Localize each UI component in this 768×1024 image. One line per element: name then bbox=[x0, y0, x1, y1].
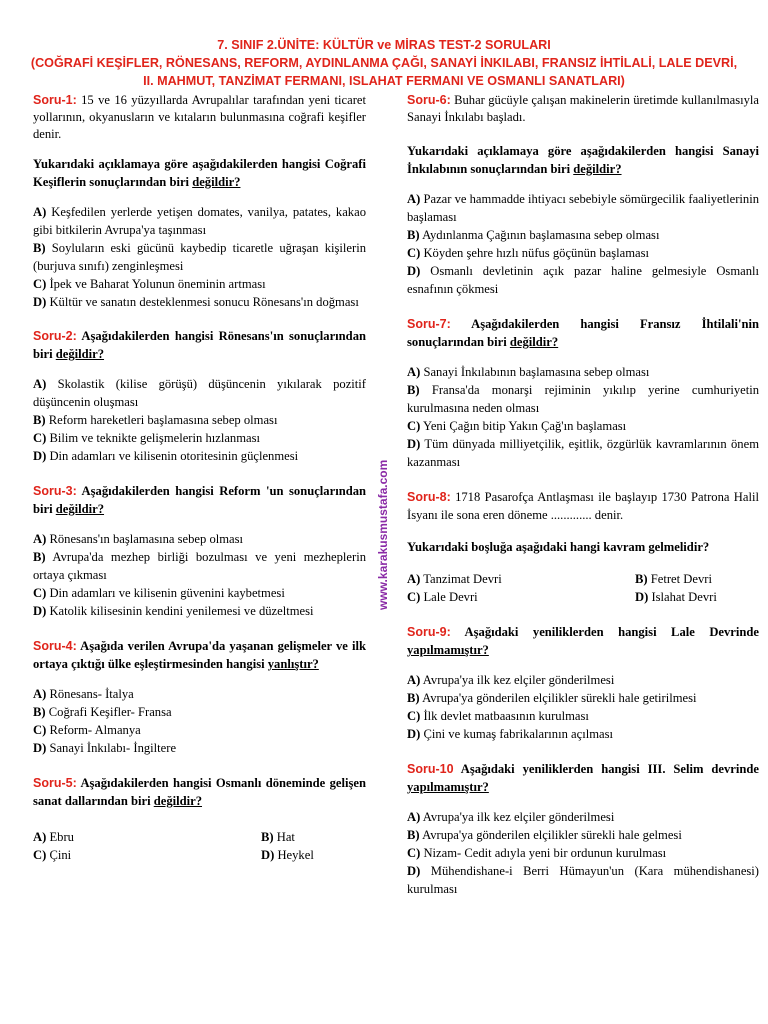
option-c[interactable]: C) Yeni Çağın bitip Yakın Çağ'ın başlaması bbox=[407, 419, 627, 433]
question-label: Soru-6: bbox=[407, 93, 451, 107]
question-stem: Aşağıdakilerden hangisi Reform 'un sonuçlarından biri bbox=[33, 484, 366, 516]
option-c[interactable]: C) Din adamları ve kilisenin güvenini kaybetmesi bbox=[33, 586, 285, 600]
question-stem-emphasis: yanlıştır? bbox=[267, 657, 319, 671]
option-a[interactable]: A) Pazar ve hammadde ihtiyacı sebebiyle sömürgecilik faaliyetlerinin başlaması bbox=[407, 192, 760, 224]
question-label: Soru-8: bbox=[407, 490, 451, 504]
option-d[interactable]: D) Islahat Devri bbox=[635, 590, 717, 604]
question-stem: 1718 Pasarofça Antlaşması ile başlayıp 1730 Patrona Halil İsyanı ile sona eren döneme ............. denir. bbox=[407, 490, 759, 522]
option-b[interactable]: B) Reform hareketleri başlamasına sebep olması bbox=[33, 413, 278, 427]
question-stem: Aşağıdakilerden hangisi Fransız İhtilali'nin sonuçlarından biri bbox=[407, 317, 759, 349]
question-prompt: Yukarıdaki boşluğa aşağıdaki hangi kavram gelmelidir? bbox=[407, 540, 710, 554]
option-d[interactable]: D) Tüm dünyada milliyetçilik, eşitlik, özgürlük kavramlarının önem kazanması bbox=[407, 437, 759, 469]
question-stem: Aşağıdakilerden hangisi Rönesans'ın sonuçlarından biri bbox=[33, 329, 366, 361]
option-c[interactable]: C) Nizam- Cedit adıyla yeni bir ordunun kurulması bbox=[407, 846, 667, 860]
option-a[interactable]: A) Keşfedilen yerlerde yetişen domates, vanilya, patates, kakao gibi bitkilerin Avrupa'ya taşınması bbox=[33, 205, 366, 237]
option-b[interactable]: B) Avrupa'ya gönderilen elçilikler sürekli hale gelmesi bbox=[407, 828, 682, 842]
question-stem: Aşağıdakilerden hangisi Osmanlı döneminde gelişen sanat dallarından biri bbox=[33, 776, 366, 808]
question-2 bbox=[33, 327, 366, 465]
option-d[interactable]: D) Çini ve kumaş fabrikalarının açılması bbox=[407, 727, 614, 741]
option-b[interactable]: B) Fetret Devri bbox=[635, 572, 712, 586]
option-b[interactable]: B) Coğrafi Keşifler- Fransa bbox=[33, 705, 172, 719]
question-5 bbox=[33, 774, 366, 864]
question-label: Soru-2: bbox=[33, 329, 77, 343]
option-a[interactable]: A) Sanayi İnkılabının başlamasına sebep olması bbox=[407, 365, 650, 379]
option-b[interactable]: B) Avrupa'da mezhep birliği bozulması ve yeni mezheplerin ortaya çıkması bbox=[33, 550, 366, 582]
question-prompt: Yukarıdaki açıklamaya göre aşağıdakilerden hangisi Coğrafi Keşiflerin sonuçlarından biri bbox=[33, 157, 366, 189]
question-stem: Aşağıdaki yeniliklerden hangisi III. Selim devrinde bbox=[453, 762, 759, 776]
question-stem-emphasis: değildir? bbox=[509, 335, 559, 349]
option-a[interactable]: A) Avrupa'ya ilk kez elçiler gönderilmesi bbox=[407, 673, 615, 687]
question-stem: Aşağıdaki yeniliklerden hangisi Lale Devrinde bbox=[450, 625, 759, 639]
option-d[interactable]: D) Mühendishane-i Berri Hümayun'un (Kara mühendishanesi) kurulması bbox=[407, 864, 760, 896]
question-label: Soru-10 bbox=[407, 762, 454, 776]
option-b[interactable]: B) Hat bbox=[261, 830, 295, 844]
question-stem-emphasis: değildir? bbox=[55, 502, 105, 516]
option-d[interactable]: D) Katolik kilisesinin kendini yenilemesi ve düzeltmesi bbox=[33, 604, 314, 618]
option-a[interactable]: A) Avrupa'ya ilk kez elçiler gönderilmesi bbox=[407, 810, 615, 824]
question-stem: 15 ve 16 yüzyıllarda Avrupalılar tarafından yeni ticaret yollarının, okyanusların ve kıtaların bulunmasına coğrafi keşifler denir. bbox=[33, 93, 366, 141]
question-label: Soru-4: bbox=[33, 639, 77, 653]
option-d[interactable]: D) Osmanlı devletinin açık pazar haline gelmesiyle Osmanlı esnafının çökmesi bbox=[407, 264, 759, 296]
question-prompt-emphasis: değildir? bbox=[573, 162, 622, 176]
question-label: Soru-3: bbox=[33, 484, 77, 498]
option-a[interactable]: A) Skolastik (kilise görüşü) düşüncenin yıkılarak pozitif düşüncenin oluşması bbox=[33, 377, 366, 409]
option-b[interactable]: B) Aydınlanma Çağının başlamasına sebep olması bbox=[407, 228, 660, 242]
option-d[interactable]: D) Sanayi İnkılabı- İngiltere bbox=[33, 741, 177, 755]
option-b[interactable]: B) Fransa'da monarşi rejiminin yıkılıp yerine cumhuriyetin kurulmasına neden olması bbox=[407, 383, 760, 415]
question-4 bbox=[33, 637, 366, 757]
option-a[interactable]: A) Ebru bbox=[33, 830, 74, 844]
right-column bbox=[407, 92, 759, 915]
option-c[interactable]: C) Köyden şehre hızlı nüfus göçünün başlaması bbox=[407, 246, 650, 260]
option-c[interactable]: C) İlk devlet matbaasının kurulması bbox=[407, 709, 589, 723]
left-column bbox=[33, 92, 366, 881]
question-stem-emphasis: yapılmamıştır? bbox=[407, 780, 489, 794]
option-a[interactable]: A) Rönesans- İtalya bbox=[33, 687, 134, 701]
question-stem-emphasis: yapılmamıştır? bbox=[407, 643, 489, 657]
option-b[interactable]: B) Soyluların eski gücünü kaybedip ticaretle uğraşan kişilerin (burjuva sınıfı) zenginleşmesi bbox=[33, 241, 366, 273]
option-c[interactable]: C) Reform- Almanya bbox=[33, 723, 141, 737]
option-b[interactable]: B) Avrupa'ya gönderilen elçilikler sürekli hale getirilmesi bbox=[407, 691, 697, 705]
question-3 bbox=[33, 482, 366, 620]
test-header bbox=[0, 36, 768, 90]
option-a[interactable]: A) Tanzimat Devri bbox=[407, 572, 502, 586]
header-title: 7. SINIF 2.ÜNİTE: KÜLTÜR ve MİRAS TEST-2 SORULARI bbox=[217, 38, 551, 52]
question-prompt: Yukarıdaki açıklamaya göre aşağıdakilerden hangisi Sanayi İnkılabının sonuçlarından biri bbox=[407, 144, 759, 176]
option-c[interactable]: C) Bilim ve teknikte gelişmelerin hızlanması bbox=[33, 431, 260, 445]
option-d[interactable]: D) Heykel bbox=[261, 848, 314, 862]
question-8 bbox=[407, 488, 759, 606]
question-9 bbox=[407, 623, 759, 743]
question-stem-emphasis: değildir? bbox=[55, 347, 105, 361]
option-c[interactable]: C) İpek ve Baharat Yolunun öneminin artması bbox=[33, 277, 266, 291]
question-label: Soru-7: bbox=[407, 317, 451, 331]
question-prompt-emphasis: değildir? bbox=[192, 175, 241, 189]
watermark: www.karakusmustafa.com bbox=[376, 459, 390, 610]
option-d[interactable]: D) Din adamları ve kilisenin otoritesinin güçlenmesi bbox=[33, 449, 299, 463]
header-topics-line2: II. MAHMUT, TANZİMAT FERMANI, ISLAHAT FERMANI VE OSMANLI SANATLARI) bbox=[143, 74, 625, 88]
option-c[interactable]: C) Lale Devri bbox=[407, 590, 478, 604]
option-c[interactable]: C) Çini bbox=[33, 848, 72, 862]
header-topics-line1: (COĞRAFİ KEŞİFLER, RÖNESANS, REFORM, AYDINLANMA ÇAĞI, SANAYİ İNKILABI, FRANSIZ İHTİLALİ, LALE DEVRİ, bbox=[30, 56, 738, 70]
question-7 bbox=[407, 315, 759, 471]
question-label: Soru-5: bbox=[33, 776, 77, 790]
question-1 bbox=[33, 92, 366, 311]
question-stem-emphasis: değildir? bbox=[153, 794, 203, 808]
question-label: Soru-1: bbox=[33, 93, 77, 107]
question-stem: Aşağıda verilen Avrupa'da yaşanan gelişmeler ve ilk ortaya çıktığı ülke eşleştirmesinden hangisi bbox=[33, 639, 366, 671]
option-a[interactable]: A) Rönesans'ın başlamasına sebep olması bbox=[33, 532, 244, 546]
question-stem: Buhar gücüyle çalışan makinelerin üretimde kullanılmasıyla Sanayi İnkılabı başladı. bbox=[407, 93, 759, 124]
question-6 bbox=[407, 92, 759, 298]
question-10 bbox=[407, 760, 759, 898]
option-d[interactable]: D) Kültür ve sanatın desteklenmesi sonucu Rönesans'ın doğması bbox=[33, 295, 359, 309]
question-label: Soru-9: bbox=[407, 625, 451, 639]
